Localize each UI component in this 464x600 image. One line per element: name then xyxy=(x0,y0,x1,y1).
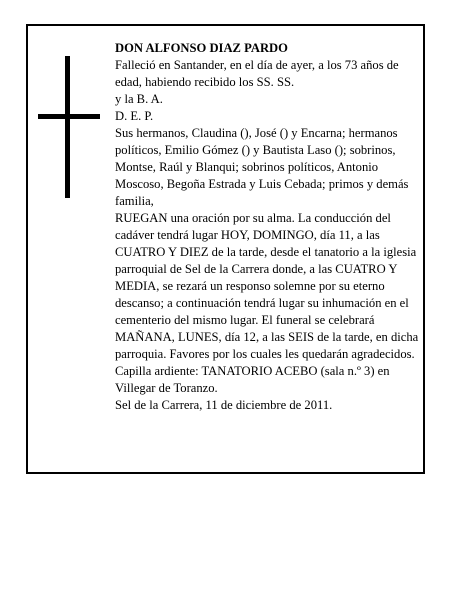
funeral-request: RUEGAN una oración por su alma. La conducción del cadáver tendrá lugar HOY, DOMINGO, día 11, a las CUATRO Y DIEZ de la tarde, desde el tanatorio a la iglesia parroquial de Sel de la Carrera donde, a las CUATRO Y MEDIA, se rezará un responso solemne por su eterno descanso; a continuación tendrá lugar su inhumación en el cementerio del mismo lugar. El funeral se celebrará MAÑANA, LUNES, día 12, a las SEIS de la tarde, en dicha parroquia. Favores por los cuales les quedarán agradecidos. xyxy=(115,211,419,361)
family-list: Sus hermanos, Claudina (), José () y Encarna; hermanos políticos, Emilio Gómez () y Bautista Laso (); sobrinos, Montse, Raúl y Blanqui; sobrinos políticos, Antonio Moscoso, Begoña Estrada y Luis Cebada; primos y demás familia, xyxy=(115,126,409,208)
place-and-date: Sel de la Carrera, 11 de diciembre de 2011. xyxy=(115,398,333,412)
cross-horizontal-bar xyxy=(38,114,100,119)
deceased-name: DON ALFONSO DIAZ PARDO xyxy=(115,41,288,55)
blessing-line: y la B. A. xyxy=(115,92,163,106)
obituary-notice xyxy=(26,24,425,474)
cross-vertical-bar xyxy=(65,56,70,198)
notice-text xyxy=(115,40,423,414)
chapel-info: Capilla ardiente: TANATORIO ACEBO (sala n.º 3) en Villegar de Toranzo. xyxy=(115,364,390,395)
rest-in-peace: D. E. P. xyxy=(115,109,154,123)
cross-icon xyxy=(38,56,100,198)
death-announcement: Falleció en Santander, en el día de ayer, a los 73 años de edad, habiendo recibido los SS. SS. xyxy=(115,58,399,89)
